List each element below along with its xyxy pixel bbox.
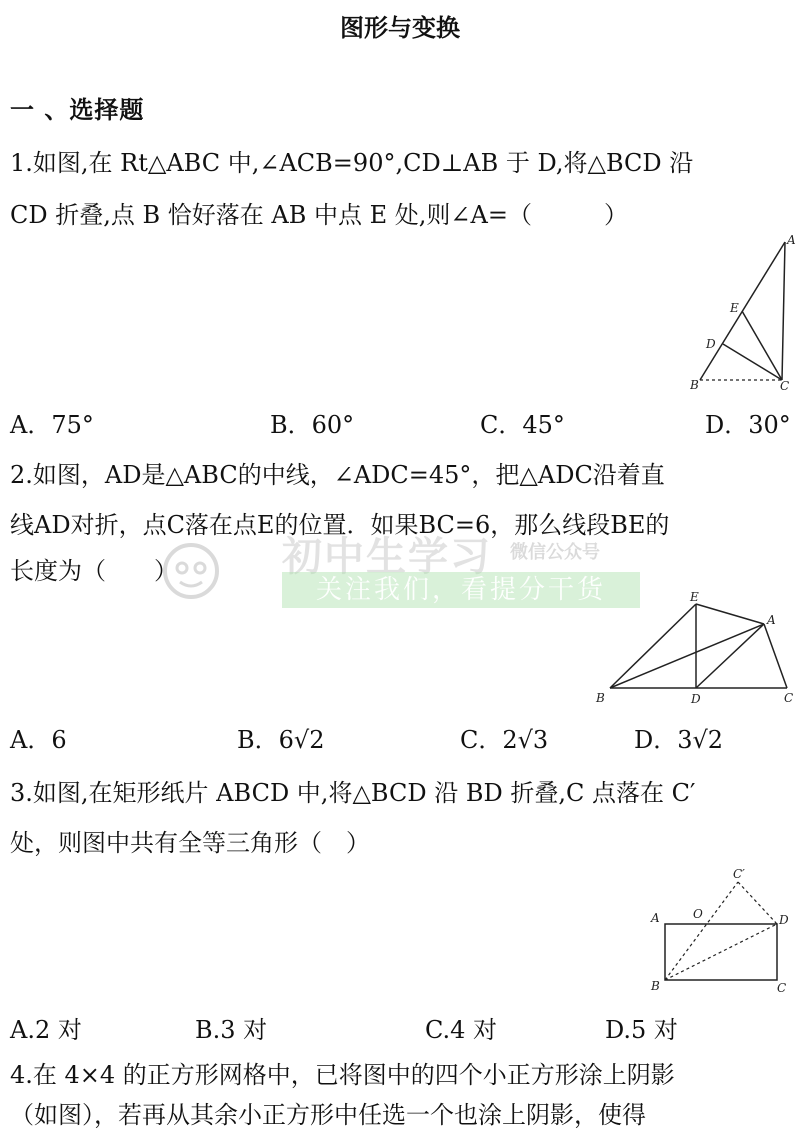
q3-option-b: B.3 对	[195, 1016, 268, 1044]
q2-label-c: C	[784, 691, 794, 705]
q3-label-c-prime: C′	[733, 867, 745, 881]
q2-figure	[592, 590, 800, 710]
q3-line2: 处，则图中共有全等三角形（ ）	[10, 829, 370, 857]
q2-option-a: A．6	[10, 726, 67, 754]
watermark-brand: 初中生学习	[282, 534, 492, 580]
q2-line1	[10, 455, 665, 490]
q1-text1: 如图,在 Rt△ABC 中,∠ACB=90°,CD⊥AB 于 D,将△BCD 沿	[32, 149, 694, 177]
page-title: 图形与变换	[340, 13, 460, 42]
q3-option-a: A.2 对	[10, 1016, 82, 1044]
q2-label-e: E	[690, 590, 699, 604]
q1-label-c: C	[780, 379, 790, 392]
q1-label-a: A	[787, 233, 796, 247]
q2-label-b: B	[596, 691, 605, 705]
q2-option-c: C．2√3	[460, 726, 549, 754]
q2-label-d: D	[691, 692, 701, 706]
q3-text1: 如图,在矩形纸片 ABCD 中,将△BCD 沿 BD 折叠,C 点落在 C′	[32, 779, 696, 807]
q1-option-d: D．30°	[705, 411, 791, 439]
q1-label-e: E	[730, 301, 739, 315]
q1-line2: CD 折叠,点 B 恰好落在 AB 中点 E 处,则∠A=（ ）	[10, 201, 628, 229]
q2-text1: 如图，AD是△ABC的中线，∠ADC=45°，把△ADC沿着直	[32, 461, 665, 489]
q4-line2: （如图），若再从其余小正方形中任选一个也涂上阴影，使得	[10, 1101, 646, 1129]
q4-line1: 4.在 4×4 的正方形网格中，已将图中的四个小正方形涂上阴影	[10, 1061, 675, 1089]
q3-label-b: B	[651, 979, 660, 993]
q3-label-o: O	[693, 907, 703, 921]
watermark-sub: 微信公众号	[510, 542, 600, 563]
q3-figure	[645, 862, 795, 997]
q1-label-b: B	[690, 378, 699, 392]
q2-line2: 线AD对折，点C落在点E的位置．如果BC=6，那么线段BE的	[10, 511, 670, 539]
q1-figure	[690, 232, 800, 392]
q1-number: 1.	[10, 149, 33, 177]
q2-option-b: B．6√2	[237, 726, 325, 754]
q3-option-c: C.4 对	[425, 1016, 498, 1044]
q2-line3: 长度为（ ）	[10, 557, 178, 585]
q1-option-b: B．60°	[270, 411, 355, 439]
q3-number: 3.	[10, 779, 33, 807]
q1-label-d: D	[706, 337, 716, 351]
q3-label-d: D	[779, 913, 789, 927]
watermark-slogan: 关注我们，看提分干货	[282, 572, 640, 608]
q1-option-a: A．75°	[10, 411, 94, 439]
q1-option-c: C．45°	[480, 411, 565, 439]
q2-number: 2.	[10, 461, 33, 489]
q3-label-c: C	[777, 981, 787, 995]
q3-option-d: D.5 对	[605, 1016, 678, 1044]
q2-option-d: D．3√2	[634, 726, 724, 754]
q3-line1	[10, 773, 695, 808]
q3-label-a: A	[651, 911, 660, 925]
section-heading: 一 、选择题	[10, 95, 145, 124]
q2-label-a: A	[767, 613, 776, 627]
q1-line1	[10, 143, 693, 178]
